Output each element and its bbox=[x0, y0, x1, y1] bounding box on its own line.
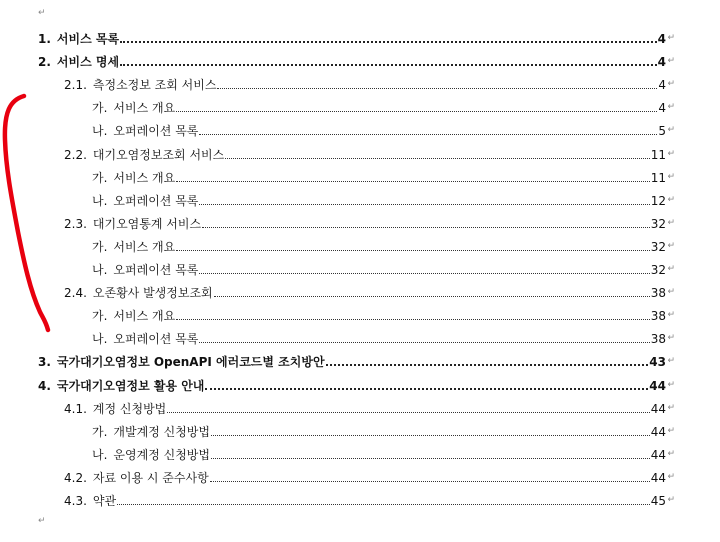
return-mark: ↵ bbox=[667, 356, 675, 367]
toc-entry-title: 서비스 목록 bbox=[56, 32, 120, 46]
return-mark: ↵ bbox=[667, 333, 675, 344]
return-mark: ↵ bbox=[667, 194, 675, 205]
toc-entry-number: 4.1. bbox=[64, 401, 87, 416]
toc-entry-number: 가. bbox=[92, 101, 108, 116]
toc-entry[interactable] bbox=[38, 349, 675, 370]
toc-entry-page: 44 bbox=[650, 401, 666, 416]
toc-entry-number: 4.2. bbox=[64, 470, 87, 485]
toc-dot-leader bbox=[211, 457, 650, 459]
toc-dot-leader bbox=[214, 295, 650, 297]
toc-entry-number: 나. bbox=[92, 193, 108, 208]
toc-dot-leader bbox=[176, 318, 650, 320]
toc-entry[interactable] bbox=[92, 95, 675, 116]
toc-entry-title: 계정 신청방법 bbox=[92, 401, 167, 416]
toc-entry-number: 가. bbox=[92, 170, 108, 185]
return-mark: ↵ bbox=[667, 102, 675, 113]
toc-entry-page: 4 bbox=[657, 32, 666, 46]
toc-entry-page: 32 bbox=[650, 216, 666, 231]
return-mark: ↵ bbox=[667, 125, 675, 136]
toc-entry-title: 대기오염통계 서비스 bbox=[92, 216, 202, 231]
toc-entry-title: 국가대기오염정보 OpenAPI 에러코드별 조치방안 bbox=[56, 355, 325, 370]
toc-entry[interactable] bbox=[38, 26, 675, 46]
toc-entry-title: 오퍼레이션 목록 bbox=[113, 124, 199, 139]
toc-entry-number: 나. bbox=[92, 124, 108, 139]
toc-dot-leader bbox=[210, 480, 650, 482]
toc-entry[interactable] bbox=[92, 234, 675, 254]
toc-entry-page: 4 bbox=[657, 55, 666, 70]
toc-entry-number: 2.1. bbox=[64, 78, 87, 93]
toc-dot-leader bbox=[205, 387, 648, 390]
toc-entry-page: 44 bbox=[650, 424, 666, 439]
toc-entry-number: 1. bbox=[38, 32, 51, 46]
toc-entry-number: 2.4. bbox=[64, 286, 87, 301]
toc-dot-leader bbox=[199, 272, 649, 274]
toc-entry-number: 가. bbox=[92, 239, 108, 254]
toc-entry-page: 11 bbox=[650, 147, 666, 162]
toc-dot-leader bbox=[211, 434, 650, 436]
return-mark: ↵ bbox=[667, 56, 675, 67]
toc-entry[interactable] bbox=[92, 419, 675, 439]
toc-dot-leader bbox=[326, 363, 649, 366]
toc-entry-page: 32 bbox=[650, 263, 666, 277]
toc-entry-page: 4 bbox=[658, 78, 666, 93]
toc-entry-title: 서비스 개요 bbox=[113, 309, 176, 324]
return-mark: ↵ bbox=[667, 33, 675, 43]
toc-entry[interactable] bbox=[92, 303, 675, 324]
return-mark: ↵ bbox=[667, 148, 675, 159]
toc-entry-page: 44 bbox=[649, 378, 666, 393]
toc-entry-number: 나. bbox=[92, 332, 108, 347]
toc-entry-title: 개발계정 신청방법 bbox=[113, 424, 210, 439]
toc-entry-title: 서비스 개요 bbox=[113, 101, 176, 116]
toc-entry-title: 오퍼레이션 목록 bbox=[113, 263, 199, 277]
toc-entry-page: 38 bbox=[650, 309, 666, 324]
return-mark: ↵ bbox=[667, 264, 675, 274]
toc-dot-leader bbox=[199, 203, 649, 205]
toc-entry[interactable] bbox=[64, 396, 675, 416]
toc-dot-leader bbox=[202, 226, 650, 228]
toc-dot-leader bbox=[167, 411, 649, 413]
toc-entry-title: 운영계정 신청방법 bbox=[113, 447, 210, 462]
toc-entry-title: 오퍼레이션 목록 bbox=[113, 332, 199, 347]
toc-entry-page: 12 bbox=[650, 193, 666, 208]
toc-entry[interactable] bbox=[92, 165, 675, 185]
toc-dot-leader bbox=[117, 503, 650, 505]
paragraph-mark-bottom: ↵ bbox=[38, 516, 46, 526]
toc-entry[interactable] bbox=[92, 442, 675, 462]
toc-entry-number: 2.3. bbox=[64, 216, 87, 231]
toc-dot-leader bbox=[199, 341, 649, 343]
toc-entry-page: 43 bbox=[649, 355, 666, 370]
toc-entry[interactable] bbox=[92, 118, 675, 139]
return-mark: ↵ bbox=[667, 79, 675, 90]
toc-entry[interactable] bbox=[64, 280, 675, 301]
return-mark: ↵ bbox=[667, 471, 675, 482]
toc-entry[interactable] bbox=[64, 488, 675, 508]
toc-entry-page: 45 bbox=[650, 494, 666, 508]
toc-dot-leader bbox=[176, 110, 657, 112]
return-mark: ↵ bbox=[667, 495, 675, 505]
toc-entry-page: 38 bbox=[650, 286, 666, 301]
toc-entry[interactable] bbox=[64, 211, 675, 231]
toc-entry-page: 32 bbox=[650, 239, 666, 254]
paragraph-mark-top: ↵ bbox=[38, 8, 46, 18]
toc-entry[interactable] bbox=[38, 373, 675, 393]
toc-entry-title: 국가대기오염정보 활용 안내 bbox=[56, 378, 205, 393]
toc-entry[interactable] bbox=[64, 72, 675, 93]
toc-dot-leader bbox=[225, 157, 649, 159]
toc-entry[interactable] bbox=[64, 465, 675, 485]
toc-entry-title: 자료 이용 시 준수사항 bbox=[92, 470, 209, 485]
toc-dot-leader bbox=[217, 87, 657, 89]
toc-dot-leader bbox=[176, 180, 650, 182]
toc-entry[interactable] bbox=[38, 49, 675, 70]
toc-entry-number: 나. bbox=[92, 263, 108, 277]
toc-entry-title: 측정소정보 조회 서비스 bbox=[92, 78, 217, 93]
toc-entry-number: 나. bbox=[92, 447, 108, 462]
toc-entry-title: 서비스 개요 bbox=[113, 170, 176, 185]
toc-entry[interactable] bbox=[92, 188, 675, 208]
return-mark: ↵ bbox=[667, 425, 675, 436]
toc-entry-page: 44 bbox=[650, 470, 666, 485]
toc-entry-page: 11 bbox=[650, 170, 666, 185]
toc-entry-title: 오존황사 발생정보조회 bbox=[92, 286, 213, 301]
toc-entry[interactable] bbox=[64, 142, 675, 162]
toc-entry-title: 서비스 명세 bbox=[56, 55, 120, 70]
toc-entry[interactable] bbox=[92, 257, 675, 277]
return-mark: ↵ bbox=[667, 448, 675, 459]
toc-entry-number: 4.3. bbox=[64, 494, 87, 508]
toc-dot-leader bbox=[120, 40, 657, 43]
toc-entry-title: 서비스 개요 bbox=[113, 239, 176, 254]
toc-entry-number: 2. bbox=[38, 55, 51, 70]
toc-entry-number: 가. bbox=[92, 424, 108, 439]
toc-entry-number: 가. bbox=[92, 309, 108, 324]
return-mark: ↵ bbox=[667, 171, 675, 182]
toc-entry-title: 약관 bbox=[92, 494, 117, 508]
return-mark: ↵ bbox=[667, 240, 675, 251]
toc-dot-leader bbox=[176, 249, 650, 251]
toc-entry-title: 오퍼레이션 목록 bbox=[113, 193, 199, 208]
toc-entry-number: 2.2. bbox=[64, 147, 87, 162]
toc-entry-page: 38 bbox=[650, 332, 666, 347]
toc-entry-number: 4. bbox=[38, 378, 51, 393]
toc-entry-number: 3. bbox=[38, 355, 51, 370]
toc-entry-page: 44 bbox=[650, 447, 666, 462]
toc-entry-title: 대기오염정보조회 서비스 bbox=[92, 147, 225, 162]
toc-entry-page: 5 bbox=[658, 124, 666, 139]
return-mark: ↵ bbox=[667, 217, 675, 228]
return-mark: ↵ bbox=[667, 379, 675, 390]
toc-dot-leader bbox=[199, 133, 657, 135]
return-mark: ↵ bbox=[667, 287, 675, 298]
return-mark: ↵ bbox=[667, 402, 675, 413]
toc-dot-leader bbox=[120, 63, 657, 66]
toc-entry[interactable] bbox=[92, 326, 675, 347]
toc-entry-page: 4 bbox=[658, 101, 666, 116]
return-mark: ↵ bbox=[667, 310, 675, 321]
